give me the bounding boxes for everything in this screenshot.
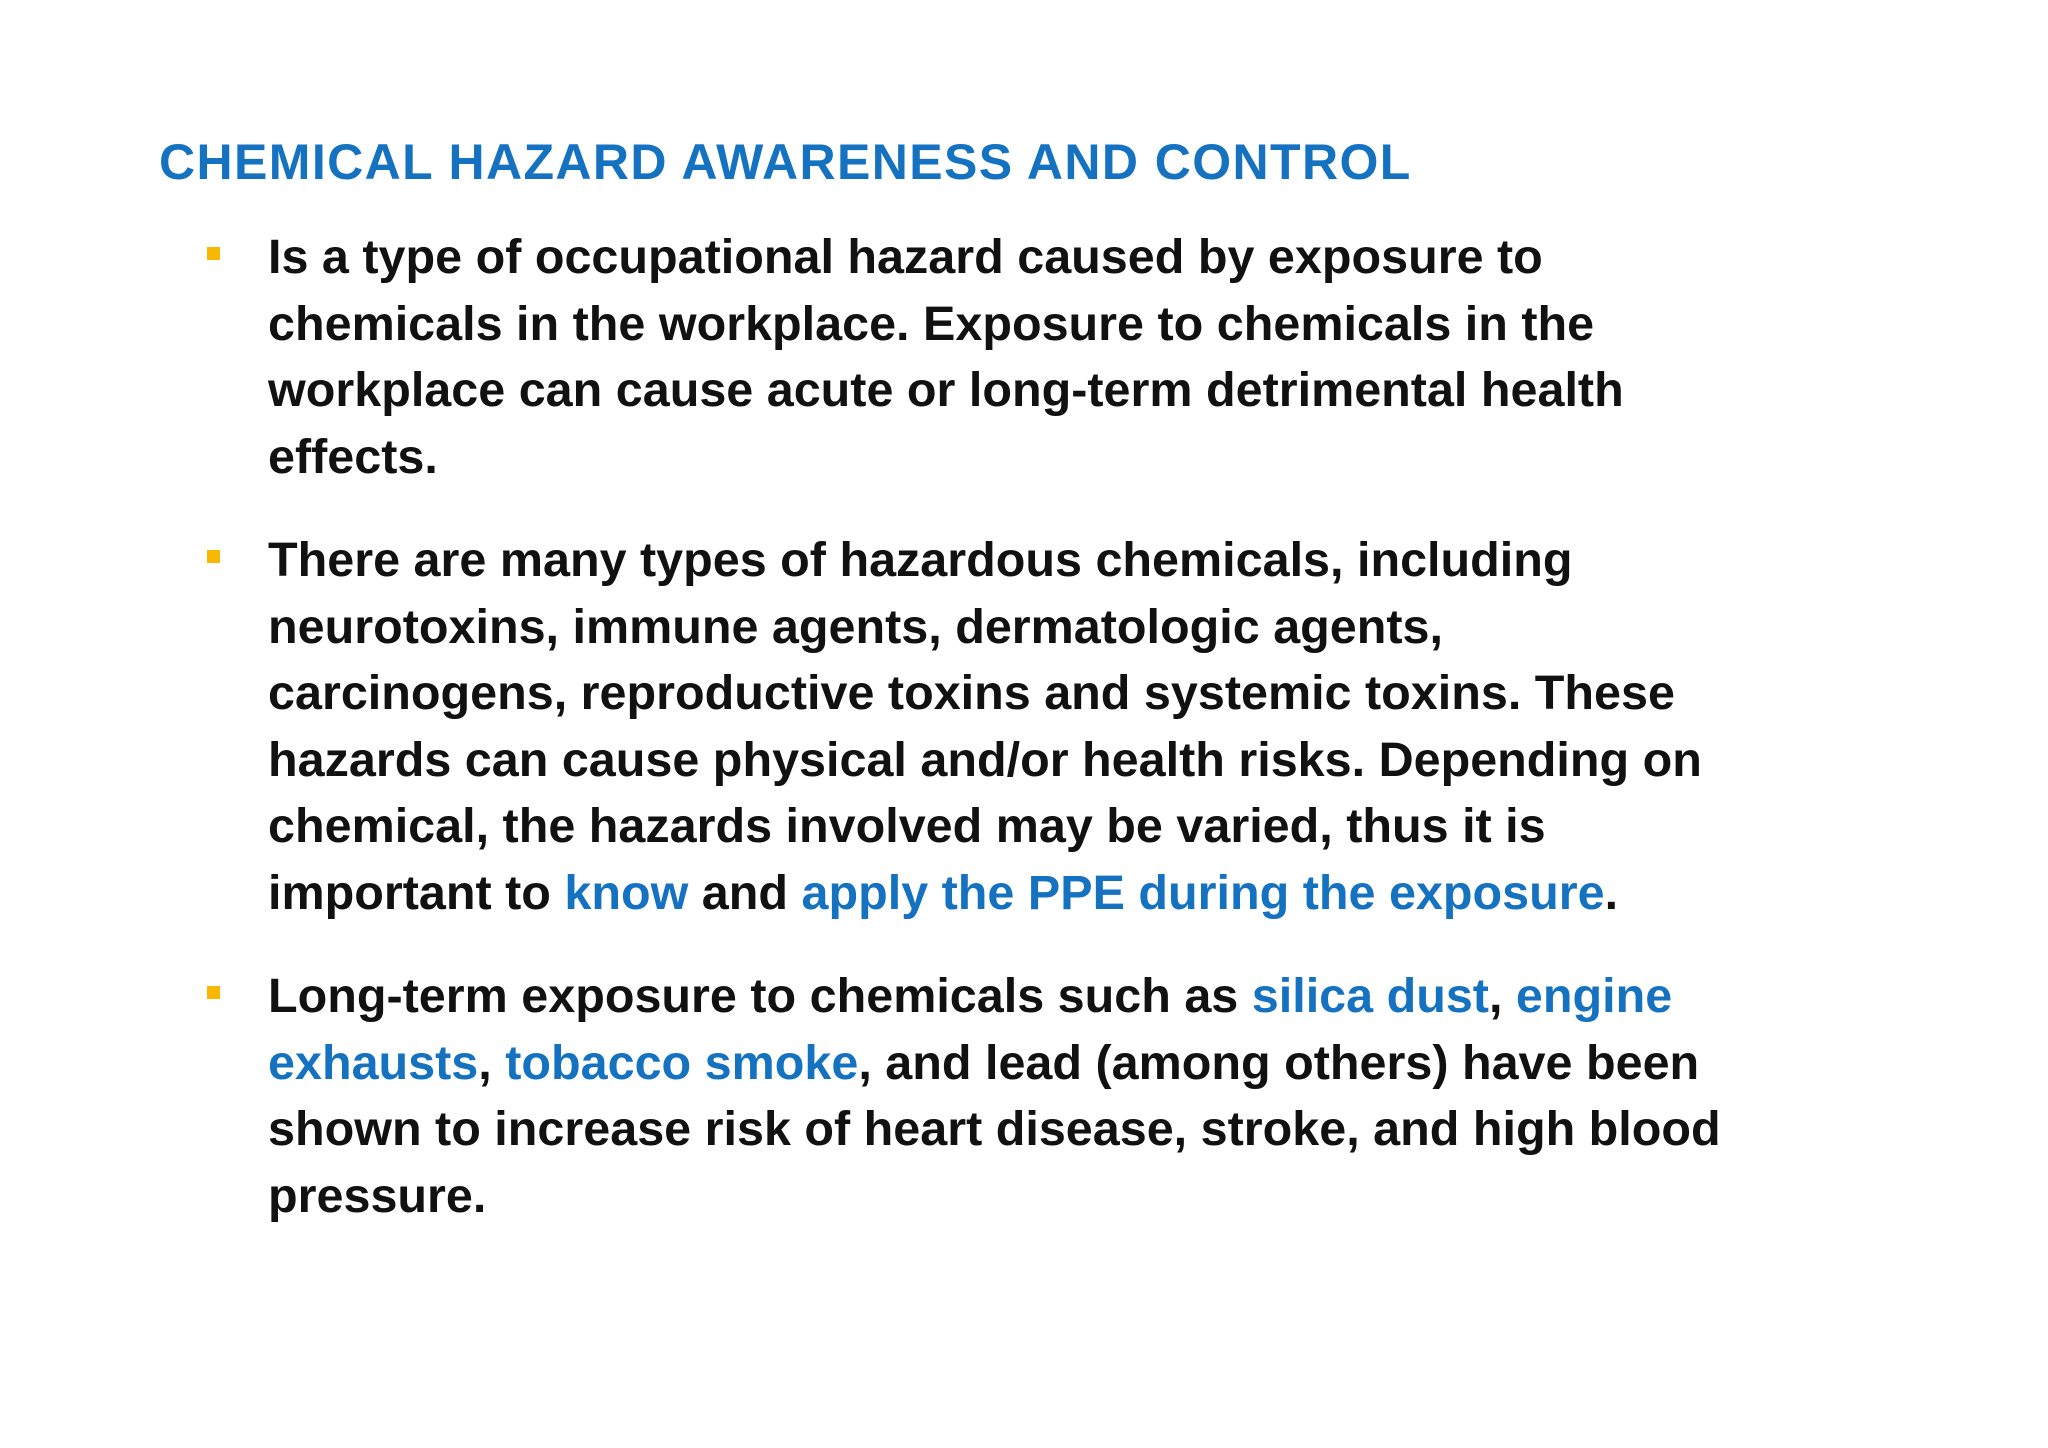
text-run: . (1604, 865, 1619, 920)
text-run: , (478, 1035, 506, 1090)
bullet-text-line: carcinogens, reproductive toxins and systemic toxins. These (268, 666, 1675, 720)
bullet-text-line: Is a type of occupational hazard caused by exposure to (268, 230, 1543, 284)
bullet-text-line (268, 963, 1898, 1030)
bullet-text-line: effects. (268, 429, 438, 484)
square-bullet-icon (207, 986, 220, 999)
highlight-tobacco-smoke: tobacco smoke (505, 1035, 859, 1090)
square-bullet-icon (207, 550, 220, 563)
highlight-apply-ppe: apply the PPE during the exposure (801, 865, 1605, 920)
highlight-engine: engine (1515, 969, 1673, 1023)
bullet-text-line: chemical, the hazards involved may be varied, thus it is (268, 799, 1546, 853)
bullet-text-line (268, 860, 1898, 927)
slide-title: CHEMICAL HAZARD AWARENESS AND CONTROL (159, 134, 1412, 190)
highlight-know: know (564, 865, 689, 920)
bullet-text-line: There are many types of hazardous chemicals, including (268, 533, 1573, 587)
bullet-text-line (268, 1030, 1898, 1097)
bullet-item-long-term-exposure (268, 963, 1898, 1229)
bullet-text-line: chemicals in the workplace. Exposure to chemicals in the (268, 296, 1595, 351)
square-bullet-icon (207, 247, 220, 260)
bullet-text-line: neurotoxins, immune agents, dermatologic agents, (268, 599, 1443, 654)
text-run: , and lead (among others) have been (858, 1035, 1700, 1090)
text-run: important to (268, 865, 565, 920)
highlight-silica-dust: silica dust (1251, 969, 1489, 1023)
bullet-text-line: pressure. (268, 1168, 487, 1223)
text-run: Long-term exposure to chemicals such as (268, 969, 1252, 1023)
bullet-item-chemical-types (268, 527, 1898, 926)
highlight-exhausts: exhausts (268, 1035, 479, 1090)
bullet-item-occupational-hazard (268, 224, 1898, 490)
text-run: and (688, 865, 802, 920)
bullet-text-line: shown to increase risk of heart disease, stroke, and high blood (268, 1102, 1721, 1156)
bullet-text-line: hazards can cause physical and/or health risks. Depending on (268, 732, 1702, 787)
text-run: , (1488, 969, 1516, 1023)
bullet-text-line: workplace can cause acute or long-term detrimental health (268, 363, 1624, 417)
